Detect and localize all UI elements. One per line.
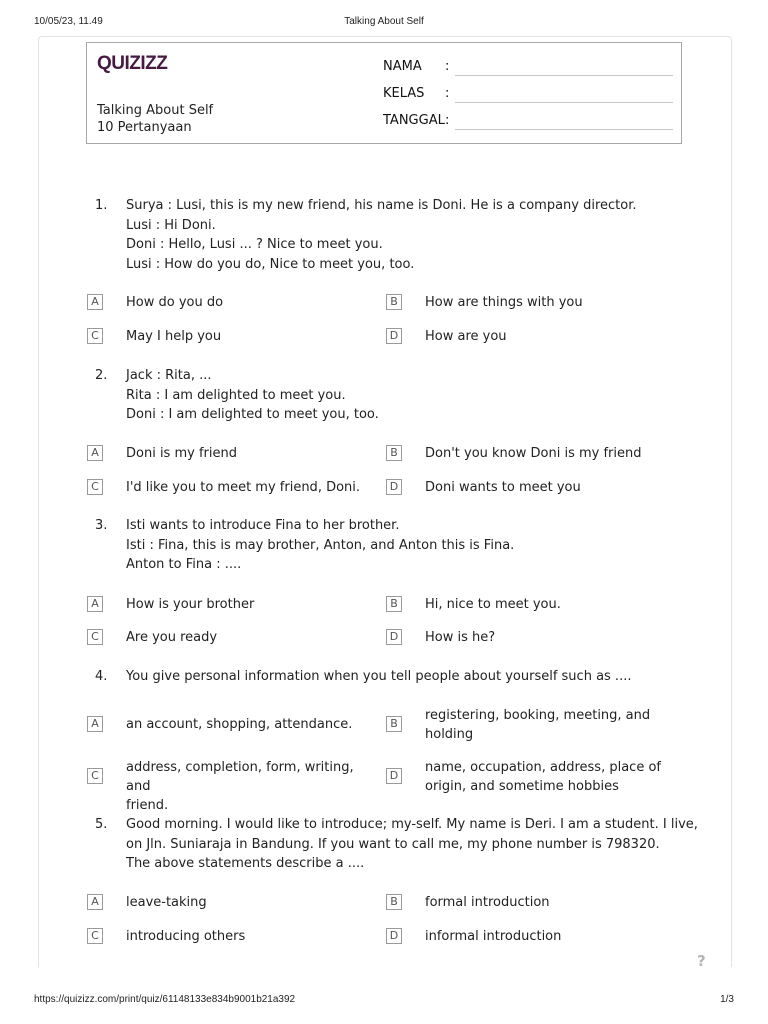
option-text: informal introduction [425, 929, 562, 944]
question-line: Doni : I am delighted to meet you, too. [126, 407, 379, 422]
option-text: How are you [425, 329, 507, 344]
print-footer [34, 994, 734, 1008]
question-text [126, 196, 672, 274]
option-letter: D [386, 928, 402, 944]
option-letter: A [87, 894, 103, 910]
question-text [126, 516, 672, 575]
option-text-line: origin, and sometime hobbies [425, 779, 619, 794]
option-text-line: holding [425, 727, 474, 742]
print-header [34, 16, 734, 30]
option-letter: B [386, 894, 402, 910]
page-number: 1/3 [720, 994, 734, 1005]
date-colon: : [445, 113, 450, 128]
question-line: Surya : Lusi, this is my new friend, his name is Doni. He is a company director. [126, 198, 637, 213]
option-text-line: name, occupation, address, place of [425, 760, 661, 775]
question-number: 1. [95, 198, 108, 213]
quiz-header-box [86, 42, 682, 144]
option-letter: B [386, 716, 402, 732]
quizizz-logo [97, 51, 177, 75]
option-text: How is he? [425, 630, 496, 645]
option-text-line: address, completion, form, writing, and [126, 760, 354, 794]
question-line: Good morning. I would like to introduce; my-self. My name is Deri. I am a student. I live, [126, 817, 698, 832]
question-text [126, 815, 698, 874]
option-letter: B [386, 596, 402, 612]
class-colon: : [445, 86, 450, 101]
help-icon[interactable]: ? [697, 952, 706, 970]
option-letter: D [386, 479, 402, 495]
option-letter: B [386, 445, 402, 461]
question-line: Lusi : Hi Doni. [126, 217, 216, 233]
option-letter: D [386, 328, 402, 344]
question-line: Rita : I am delighted to meet you. [126, 387, 346, 403]
date-label: TANGGAL [383, 113, 445, 128]
option-text: How is your brother [126, 597, 255, 612]
question-number: 5. [95, 817, 108, 832]
question-number: 2. [95, 368, 108, 383]
class-line [455, 102, 673, 103]
option-letter: C [87, 768, 103, 784]
option-text: Hi, nice to meet you. [425, 597, 561, 612]
option-text [425, 758, 675, 796]
option-text: May I help you [126, 329, 222, 344]
option-letter: D [386, 629, 402, 645]
option-letter: B [386, 294, 402, 310]
question-line: on Jln. Suniaraja in Bandung. If you want to call me, my phone number is 798320. [126, 836, 660, 852]
option-letter: A [87, 716, 103, 732]
print-url: https://quizizz.com/print/quiz/61148133e834b9001b21a392 [34, 994, 296, 1005]
option-letter: C [87, 328, 103, 344]
option-letter: C [87, 629, 103, 645]
question-line: You give personal information when you tell people about yourself such as .... [126, 669, 632, 684]
option-text [425, 706, 675, 744]
date-line [455, 129, 673, 130]
question-line: Isti : Fina, this is may brother, Anton, and Anton this is Fina. [126, 537, 515, 553]
question-number: 3. [95, 518, 108, 533]
quiz-title: Talking About Self [97, 103, 214, 118]
question-number: 4. [95, 669, 108, 684]
option-text-line: registering, booking, meeting, and [425, 708, 651, 723]
print-date: 10/05/23, 11.49 [34, 16, 103, 27]
option-text: Are you ready [126, 630, 218, 645]
question-line: Doni : Hello, Lusi ... ? Nice to meet you. [126, 237, 383, 252]
question-line: Lusi : How do you do, Nice to meet you, too. [126, 256, 415, 272]
option-text [126, 758, 376, 815]
option-text: formal introduction [425, 895, 550, 910]
option-letter: D [386, 768, 402, 784]
question-text [126, 667, 672, 687]
name-label: NAMA [383, 59, 422, 74]
option-text: I'd like you to meet my friend, Doni. [126, 480, 361, 495]
logo-text: QUIZIZZ [97, 53, 168, 74]
option-text: Doni wants to meet you [425, 480, 581, 495]
option-text: leave-taking [126, 895, 207, 910]
option-text: an account, shopping, attendance. [126, 717, 353, 732]
option-letter: A [87, 294, 103, 310]
question-text [126, 366, 672, 425]
question-line: Anton to Fina : .... [126, 557, 242, 572]
option-letter: C [87, 928, 103, 944]
name-colon: : [445, 59, 450, 74]
question-line: Isti wants to introduce Fina to her brother. [126, 518, 400, 533]
option-text: Don't you know Doni is my friend [425, 446, 642, 461]
print-title: Talking About Self [344, 16, 424, 27]
question-count: 10 Pertanyaan [97, 120, 192, 135]
option-text: How are things with you [425, 295, 583, 310]
option-text: How do you do [126, 295, 224, 310]
question-line: The above statements describe a .... [126, 856, 365, 871]
option-text: Doni is my friend [126, 446, 237, 461]
class-label: KELAS [383, 86, 425, 101]
option-letter: A [87, 445, 103, 461]
option-letter: C [87, 479, 103, 495]
question-line: Jack : Rita, ... [126, 368, 212, 383]
option-letter: A [87, 596, 103, 612]
name-line [455, 75, 673, 76]
option-text-line: friend. [126, 798, 169, 813]
option-text: introducing others [126, 929, 246, 944]
